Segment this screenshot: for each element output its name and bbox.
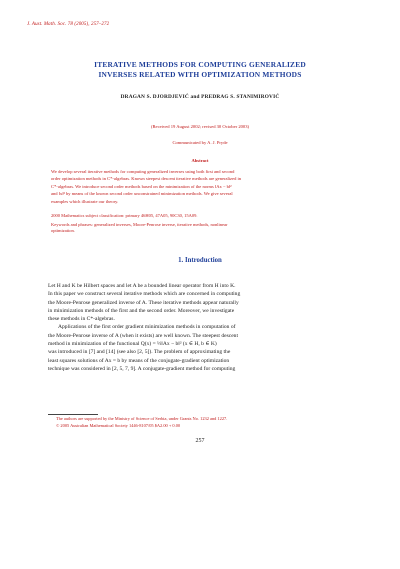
authors: DRAGAN S. DJORDJEVIĆ and PREDRAG S. STANIMIROVIĆ (120, 94, 280, 100)
abstract-text (51, 168, 350, 205)
journal-citation: J. Aust. Math. Soc. 78 (2005), 257–272 (27, 22, 110, 27)
body-line: was introduced in [7] and [14] (see also [2, 5]). The problem of approximating the (48, 349, 231, 356)
funding-footnote: The authors are supported by the Ministry of Science of Serbia, under Grants No. 1232 and 1227. (56, 416, 228, 421)
footnotes (56, 416, 351, 429)
body-line: the Moore-Penrose inverse of A (when it exists) are well known. The steepest descent (48, 332, 238, 339)
paper-title (30, 60, 370, 80)
received-dates: (Received 19 August 2002; revised 30 October 2003) (150, 124, 250, 129)
footnote-divider (48, 414, 98, 415)
copyright-footnote: © 2005 Australian Mathematical Society 1446-8107/05 $A2.00 + 0.00 (56, 422, 181, 428)
introduction-text (48, 282, 351, 373)
body-line: Let H and K be Hilbert spaces and let A be a bounded linear operator from H into K. (48, 283, 236, 289)
abstract-line: examples which illustrate our theory. (51, 198, 119, 204)
title-line-2: INVERSES RELATED WITH OPTIMIZATION METHODS (98, 70, 302, 79)
keywords (51, 222, 350, 235)
body-line: the Moore-Penrose generalized inverse of A. These iterative methods appear naturally (48, 299, 239, 306)
abstract-heading: Abstract (191, 158, 209, 163)
keywords-line: optimization. (51, 228, 75, 234)
title-line-1: ITERATIVE METHODS FOR COMPUTING GENERALIZED (94, 60, 306, 69)
body-line: In this paper we construct several iterative methods which are concerned in computing (48, 291, 241, 298)
body-line: Applications of the first order gradient minimization methods in computation of (58, 324, 236, 331)
body-line: least squares solutions of Ax = b by means of the conjugate-gradient optimization (48, 357, 230, 364)
body-line: method in minimization of the functional Q(x) = ½‖Ax − b‖² (x ∈ H, b ∈ K) (48, 341, 217, 348)
msc-classification: 2000 Mathematics subject classification: primary 46H05, 47A05, 90C30, 15A09. (51, 213, 198, 218)
body-line: in minimization methods of the first and the second order. Moreover, we investigate (48, 307, 235, 314)
section-heading-introduction: 1. Introduction (178, 257, 222, 264)
abstract-line: We develop several iterative methods for computing generalized inverses using both first and second (51, 169, 235, 174)
abstract-line: order optimization methods in C*-algebras. Known steepest descent iterative methods are generalized in (51, 176, 242, 182)
abstract-line: and ‖x‖² by means of the known second order unconstrained minimization methods. We give several (51, 191, 233, 197)
keywords-line: Keywords and phrases: generalized inverses, Moore-Penrose inverse, iterative methods, nonlinear (51, 222, 228, 227)
body-line: technique was considered in [2, 5, 7, 9]. A conjugate-gradient method for computing (48, 365, 236, 372)
abstract-line: C*-algebras. We introduce second order methods based on the minimization of the norms ‖Ax − b‖² (51, 183, 232, 189)
page-number: 257 (195, 438, 205, 444)
body-line: these methods in C*-algebras. (48, 316, 115, 323)
communicated-by: Communicated by A. J. Pryde (172, 140, 228, 145)
